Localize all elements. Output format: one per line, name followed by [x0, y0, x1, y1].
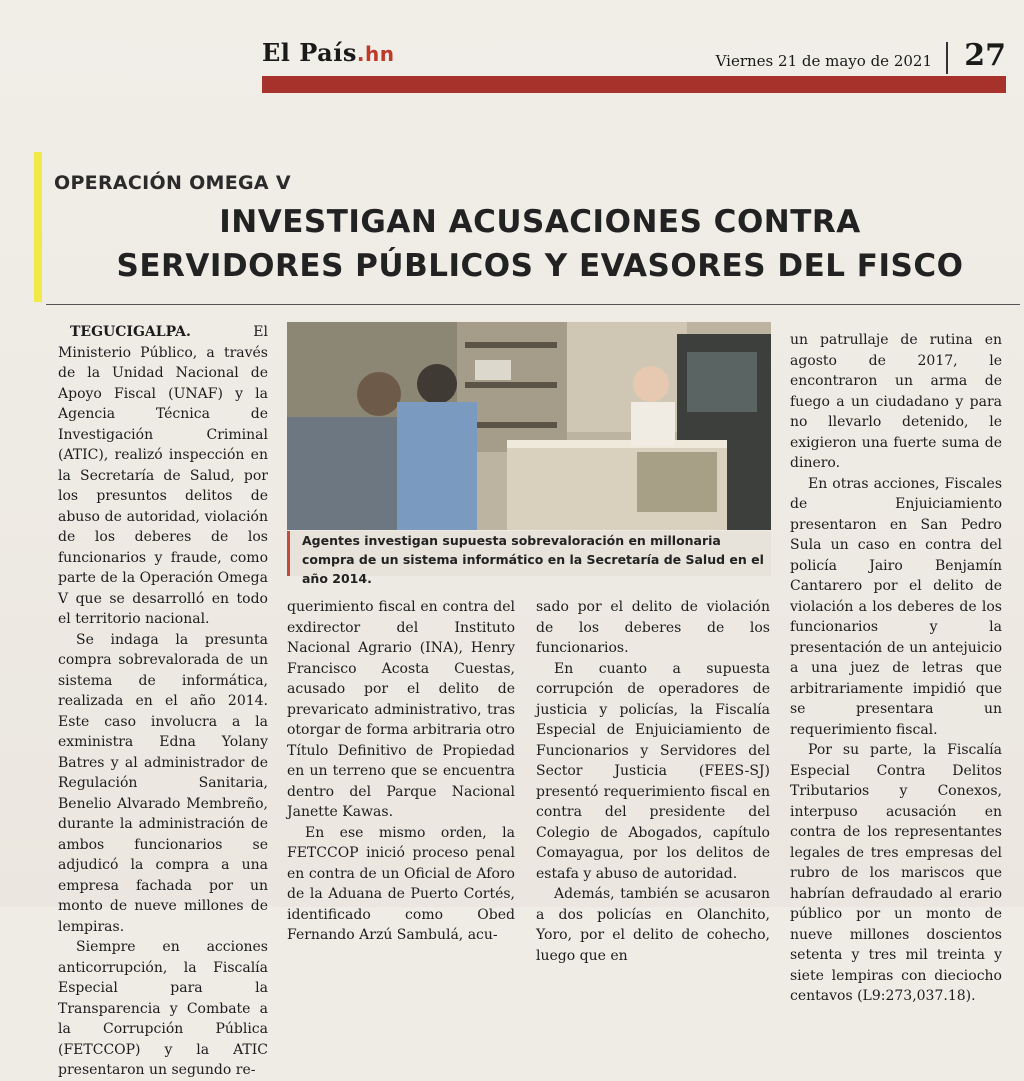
paragraph: Se indaga la presunta compra sobrevalorada de un sistema de informática, realizada en el año 2014. Este caso involucra a la exministra Edna Yolany Batres y al administrador de Regulación Sanitaria, Benelio Alvarado Membreño, durante la administración de ambos funcionarios se adjudicó la compra a una empresa fachada por un monto de nueve millones de lempiras.	[58, 631, 268, 935]
paragraph: sado por el delito de violación de los deberes de los funcionarios.	[536, 599, 770, 656]
highlighter-mark	[34, 152, 42, 302]
paragraph: un patrullaje de rutina en agosto de 2017, le encontraron un arma de fuego a un ciudadano y para no llevarlo detenido, le exigieron una fuerte suma de dinero.	[790, 332, 1002, 471]
paragraph: El Ministerio Público, a través de la Unidad Nacional de Apoyo Fiscal (UNAF) y la Agencia Técnica de Investigación Criminal (ATIC), realizó inspección en la Secretaría de Salud, por los presuntos delitos de abuso de autoridad, violación de los deberes de los funcionarios y fraude, como parte de la Operación Omega V que se desarrolló en todo el territorio nacional.	[58, 324, 268, 627]
article-kicker: OPERACIÓN OMEGA V	[54, 172, 291, 194]
headline-line-1: INVESTIGAN ACUSACIONES CONTRA	[219, 204, 861, 240]
newspaper-logo: El País.hn	[262, 38, 395, 67]
paragraph: querimiento fiscal en contra del exdirector del Instituto Nacional Agrario (INA), Henry Francisco Acosta Cuestas, acusado por el delito de prevaricato administrativo, tras otorgar de forma arbitraria otro Título Definitivo de Propiedad en un terreno que se encuentra dentro del Parque Nacional Janette Kawas.	[287, 599, 515, 820]
issue-date: Viernes 21 de mayo de 2021	[715, 52, 932, 70]
paragraph: Por su parte, la Fiscalía Especial Contra Delitos Tributarios y Conexos, interpuso acusación en contra de los representantes legales de tres empresas del rubro de los mariscos que habrían defraudado al erario público por un monto de nueve millones doscientos setenta y tres mil treinta y siete lempiras con dieciocho centavos (L9:273,037.18).	[790, 742, 1002, 1004]
masthead	[262, 38, 1006, 78]
paragraph: En ese mismo orden, la FETCCOP inició proceso penal en contra de un Oficial de Aforo de la Aduana de Puerto Cortés, identificado como Obed Fernando Arzú Sambulá, acu-	[287, 824, 515, 943]
paragraph: En cuanto a supuesta corrupción de operadores de justicia y policías, la Fiscalía Especial de Enjuiciamiento de Funcionarios y Servidores del Sector Justicia (FEES-SJ) presentó requerimiento fiscal en contra del presidente del Colegio de Abogados, capítulo Comayagua, por los delitos de estafa y abuso de autoridad.	[536, 660, 770, 882]
masthead-red-bar	[262, 76, 1006, 93]
article-headline	[60, 200, 1020, 288]
page-number: 27	[964, 38, 1006, 73]
article-column-4	[790, 330, 1002, 1007]
article-photo	[287, 322, 771, 530]
paragraph: Además, también se acusaron a dos policías en Olanchito, Yoro, por el delito de cohecho, luego que en	[536, 886, 770, 964]
article-column-2	[287, 597, 515, 946]
photo-illustration	[287, 322, 771, 530]
dateline: TEGUCIGALPA.	[70, 324, 191, 340]
masthead-separator	[946, 42, 948, 74]
paragraph: Siempre en acciones anticorrupción, la Fiscalía Especial para la Transparencia y Combate a la Corrupción Pública (FETCCOP) y la ATIC presentaron un segundo re-	[58, 939, 268, 1078]
article-column-1	[58, 322, 268, 1081]
article-column-3	[536, 597, 770, 966]
headline-line-2: SERVIDORES PÚBLICOS Y EVASORES DEL FISCO	[116, 248, 964, 284]
headline-rule	[46, 304, 1020, 305]
photo-caption: Agentes investigan supuesta sobrevaloración en millonaria compra de un sistema informático en la Secretaría de Salud en el año 2014.	[287, 531, 771, 576]
paragraph: En otras acciones, Fiscales de Enjuiciamiento presentaron en San Pedro Sula un caso en contra del policía Jairo Benjamín Cantarero por el delito de violación a los deberes de los funcionarios y la presentación de un antejuicio a una juez de letras que arbitrariamente impidió que se presentara un requerimiento fiscal.	[790, 475, 1002, 738]
